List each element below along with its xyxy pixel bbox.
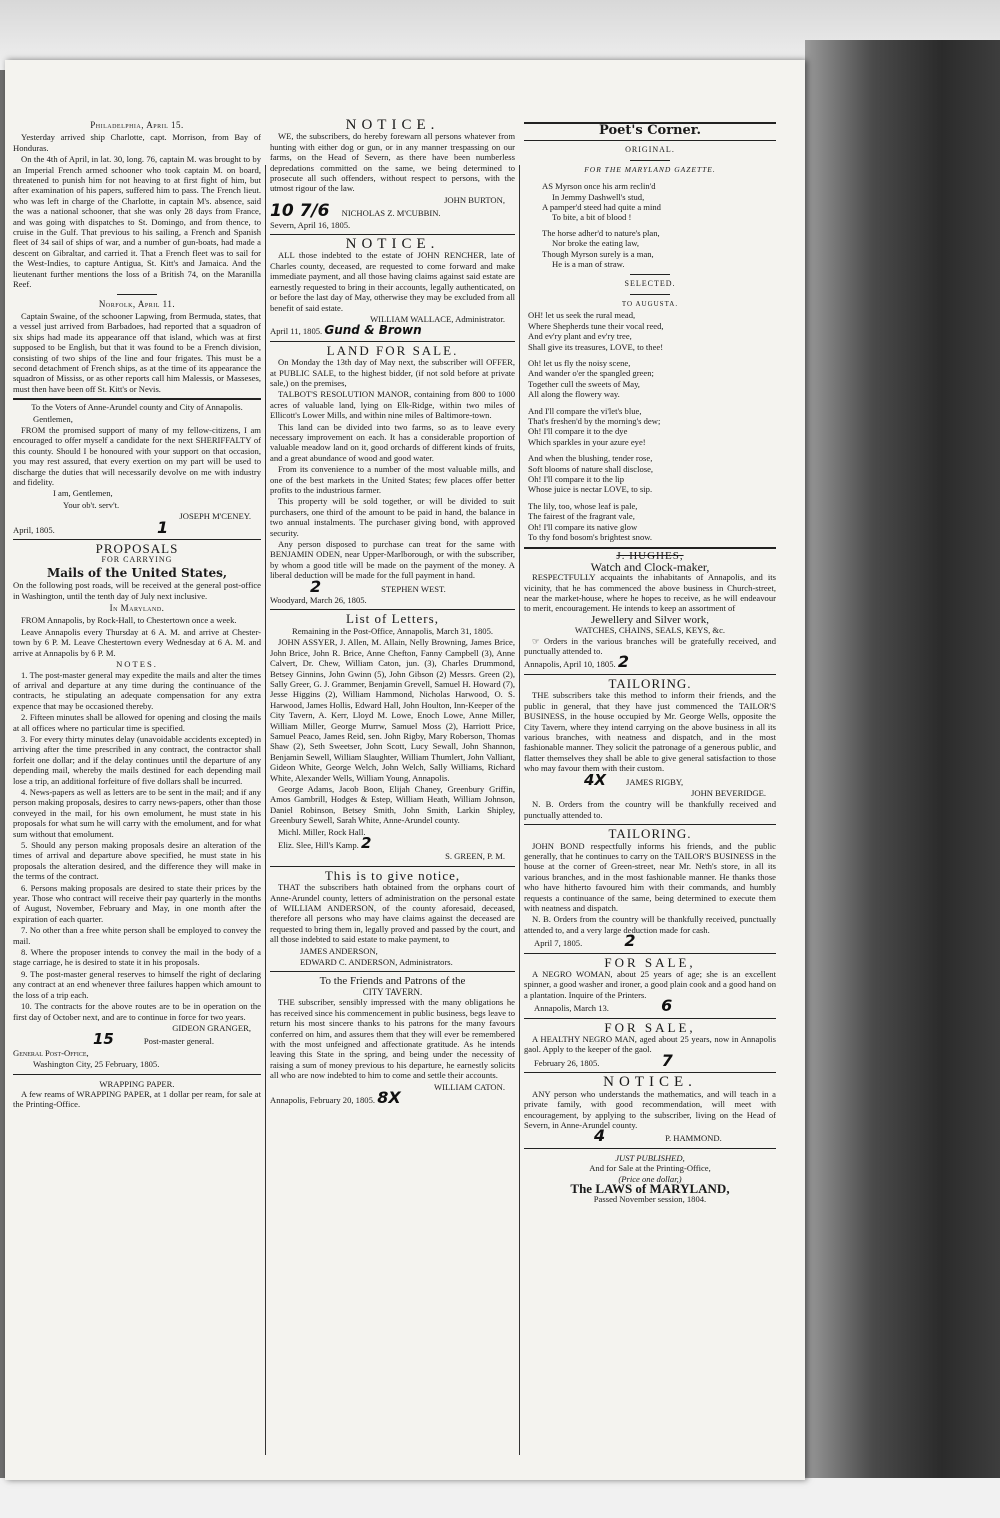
proposals-intro: On the following post roads, will be received at the general post-office in Washington, until the tenth day of July next inclusive. <box>13 580 261 601</box>
note-item: 6. Persons making proposals are desired to state their prices by the year. Those who contract will receive their pay quarterly in the months of August, November, February and May, in one month after the expiration of each quarter. <box>13 882 261 924</box>
voters-date: April, 1805. 1 <box>13 517 169 537</box>
column-2 <box>270 118 515 1473</box>
tailoring-date: April 7, 1805. 2 <box>534 931 636 951</box>
gpo-date: Washington City, 25 February, 1805. <box>33 1059 160 1070</box>
for-sale-date: February 26, 1805. 7 <box>534 1050 673 1070</box>
divider <box>270 866 515 867</box>
to-augusta-label: TO AUGUSTA. <box>621 299 679 308</box>
divider <box>270 971 515 972</box>
note-item: 10. The contracts for the above routes are to be in operation on the first day of October next, and are to continue in force for two years. <box>13 1001 261 1022</box>
voters-close: I am, Gentlemen, <box>53 488 113 499</box>
divider <box>630 160 670 161</box>
note-item: 8. Where the proposer intends to convey the mail in the body of a stage carriage, he is desired to state it in his proposals. <box>13 947 261 968</box>
handwritten-mark: 7 <box>661 1050 673 1070</box>
land-date: Woodyard, March 26, 1805. <box>270 595 367 606</box>
scan-bottom-margin <box>0 1478 1000 1518</box>
granger-title: 15 Post-master general. <box>93 1030 215 1049</box>
voters-close: Your ob't. serv't. <box>63 499 120 510</box>
notice-signer-line: 4 P. HAMMOND. <box>594 1126 722 1146</box>
letters-paragraph: JOHN ASSYER, J. Allen, M. Allain, Nelly Browning, James Brice, John Brice, John R. Brice, Anne Chefton, Fanny Campbell (3), Anne Calvert, Dr. Chew, William Caton, jun. (3), Charles Drummond, Betsey Ginnins, John Gwinn (5), John Gibson (2) Messrs. Green (2), Sally Greer, G. J. Grammer, Benjamin Grevell, Samuel H. Howard (7), Jesse Higgins (2), William Hammond, Nicholas Harwood, O. S. Harwood, James Hollis, Edward Hall, John Houlton, Inn-Keeper of the City Tavern, A. Kerr, Lloyd M. Lowe, Enoch Lowe, Anne Miller, William Miller, George Murrw, Samuel Moss (2), Harriott Price, Samuel Peaco, James Reid, sen. John Rigby, Mary Roberson, Thomas Shaw (2), Seth Sweetser, John Scott, Lucy Sewall, John Shannon, Benjamin Sewell, William Slaughter, William Thumlert, John Valliant, Gideon White, George Welch, John Welch, Sally Williams, Richard White, Alexander Wells, William Young, Annapolis. <box>270 637 515 783</box>
give-signer: JAMES ANDERSON, <box>300 945 378 956</box>
divider <box>524 1072 776 1073</box>
column-3 <box>524 118 776 1473</box>
handwritten-mark: 2 <box>624 931 636 951</box>
poem-augusta: OH! let us seek the rural mead, Where Shepherds tune their vocal reed, And ev'ry plant and ev'ry tree, Shall give its treasures, LOVE, to thee! Oh! let us fly the noisy scene, And wander o'er the spangled green; Together cull the sweets of May, All along the flowery way. And I'll compare the vi'let's blue, That's freshen'd by the morning's dew; Oh! I'll compare it to the dye Which sparkles in your azure eye! And when the blushing, tender rose, Soft blooms of nature shall disclose, Oh! I'll compare it to the lip Whose juice is nectar LOVE, to sip. The lily, too, whose leaf is pale, The fairest of the fragrant vale, Oh! I'll compare its native glow To thy fond bosom's brightest snow. <box>528 310 664 542</box>
article-paragraph: Captain Swaine, of the schooner Lapwing, from Bermuda, states, that a vessel just arrived from Barbadoes, had reported that a squadron of six ships had made its appearance off that island, which was at first supposed to be English, but that it was found to be a French division, consisting of two ships of the line and four frigates. This must be a second detachment of French ships, as at the time of its appearance the squadron of Mississ, or as other reports call him Malessis, or Masseses, must then have been off St. Kitt's or Nevis. <box>13 310 261 394</box>
give-notice-heading: This is to give notice, <box>324 867 461 883</box>
voters-signer: JOSEPH M'CENEY. <box>179 511 251 522</box>
selected-label: SELECTED. <box>624 279 676 289</box>
land-signer-line: 2 STEPHEN WEST. <box>310 576 446 596</box>
divider <box>524 1148 776 1149</box>
letters-sub: Remaining in the Post-Office, Annapolis, March 31, 1805. <box>291 625 494 636</box>
published-session: Passed November session, 1804. <box>593 1194 707 1205</box>
hughes-jewellery: Jewellery and Silver work, <box>591 613 709 626</box>
for-gazette-label: FOR THE MARYLAND GAZETTE. <box>584 164 716 174</box>
published-sub: And for Sale at the Printing-Office, <box>589 1163 711 1174</box>
divider <box>524 1018 776 1019</box>
note-item: 1. The post-master general may expedite the mails and alter the times of arrival and departure at any time during the continuance of the contracts, he stipulating an adequate compensation for any extra expence that may be occasioned thereby. <box>13 669 261 711</box>
notice-date: Severn, April 16, 1805. <box>270 219 351 230</box>
letters-signer: S. GREEN, P. M. <box>445 851 505 862</box>
friends-heading-2: CITY TAVERN. <box>362 986 423 997</box>
friends-date: Annapolis, February 20, 1805. 8X <box>270 1087 401 1107</box>
wrapping-paragraph: A few reams of WRAPPING PAPER, at 1 dollar per ream, for sale at the Printing-Office. <box>13 1088 261 1110</box>
divider <box>13 398 261 400</box>
land-paragraph: On Monday the 13th day of May next, the subscriber will OFFER, at PUBLIC SALE, to the highest bidder, (if not sold before at private sale,) on the premises, <box>270 357 515 388</box>
divider <box>524 953 776 954</box>
route-paragraph: FROM Annapolis, by Rock-Hall, to Chestertown once a week. <box>21 615 237 626</box>
column-rule-1 <box>265 165 266 1455</box>
voters-heading: To the Voters of Anne-Arundel county and City of Annapolis. <box>31 402 243 413</box>
notice-signer: WILLIAM WALLACE, Administrator. <box>370 313 505 324</box>
hughes-paragraph: ☞ Orders in the various branches will be gratefully received, and punctually attended to. <box>524 635 776 657</box>
divider <box>270 341 515 342</box>
divider <box>630 274 670 275</box>
dateline-norfolk: Norfolk, April 11. <box>98 298 176 309</box>
for-sale-date: Annapolis, March 13. 6 <box>534 996 673 1016</box>
divider <box>117 294 157 295</box>
divider <box>13 539 261 540</box>
friends-heading: To the Friends and Patrons of the <box>319 975 466 988</box>
wrapping-heading: WRAPPING PAPER. <box>99 1078 175 1089</box>
published-price: (Price one dollar,) <box>618 1173 682 1184</box>
book-spine <box>805 40 1000 1480</box>
hughes-watches: WATCHES, CHAINS, SEALS, KEYS, &c. <box>574 625 726 636</box>
for-sale-paragraph: A HEALTHY NEGRO MAN, aged about 25 years, now in Annapolis gaol. Apply to the keeper of the gaol. <box>524 1034 776 1055</box>
notice-heading: NOTICE. <box>345 236 440 253</box>
notice-heading: NOTICE. <box>603 1074 697 1091</box>
divider <box>270 609 515 610</box>
proposals-heading: PROPOSALS <box>95 541 179 557</box>
route-paragraph: Leave Annapolis every Thursday at 6 A. M. and arrive at Chester-town by 6 P. M. Leave Chestertown every Wednesday at 6 A. M. and arrive at Annapolis by 6 P. M. <box>13 626 261 658</box>
tailoring-heading: TAILORING. <box>608 826 692 842</box>
column-rule-2 <box>519 165 520 1455</box>
land-paragraph: This property will be sold together, or will be divided to suit purchasers, one third of the amount to be paid in hand, the balance in two annual instalments. The purchaser giving bond, with approved security. <box>270 496 515 538</box>
poets-corner-heading: Poet's Corner. <box>599 123 701 138</box>
friends-paragraph: THE subscriber, sensibly impressed with the many obligations he has received since his commencement in public business, begs leave to return his most sincere thanks to his patrons for the many favours conferred on him, and assures them that they will ever be remembered with the most unfeigned and affectionate gratitude. As he intends leaving this State in the spring, and being under the necessity of raising a sum of money previous to his departure, he earnestly solicits all who are now indebted to him to come and settle their accounts. <box>270 997 515 1081</box>
salutation: Gentlemen, <box>33 413 73 424</box>
divider <box>524 824 776 825</box>
letters-paragraph: George Adams, Jacob Boon, Elijah Chaney, Greenbury Griffin, Amos Gambrill, Hodges & Estep, William Heath, William Johnson, Daniel Robinson, Betsey Smith, John Smith, Larkin Shipley, Greenbury Sewell, Sarah White, Anne-Arundel county. <box>270 783 515 826</box>
original-label: ORIGINAL. <box>625 145 675 155</box>
in-maryland: In Maryland. <box>109 603 165 614</box>
notice-paragraph: ALL those indebted to the estate of JOHN RENCHER, late of Charles county, deceased, are requested to come forward and make immediate payment, and all those having claims against said estate are earnestly requested to bring in their accounts, legally authenticated, on or before the last day of May, otherwise they may be excluded from all benefit of said estate. <box>270 250 515 313</box>
tailoring-heading: TAILORING. <box>608 675 692 691</box>
handwritten-mark: 1 <box>156 517 169 537</box>
tailoring-nb: N. B. Orders from the country will be thankfully received, punctually attended to, and a very large deduction made for cash. <box>524 914 776 935</box>
notice-paragraph: WE, the subscribers, do hereby forewarn all persons whatever from hunting with either dog or gun, or in any manner trespassing on our farms, on the Head of Severn, as there have been numberless depredations committed on the same, we being determined to prosecute all such offenders, without respect to persons, with the utmost rigour of the law. <box>270 131 515 194</box>
handwritten-mark: 4X <box>584 770 607 789</box>
land-paragraph: Any person disposed to purchase can treat for the same with BENJAMIN ODEN, near Upper-Marlborough, or with the subscriber, by whom a good title will be made on the payment of the money. A liberal deduction will be made for the full payment in hand. <box>270 539 515 581</box>
for-sale-heading: FOR SALE, <box>604 1019 696 1035</box>
hughes-sub: Watch and Clock-maker, <box>590 559 710 574</box>
hughes-heading: J. HUGHES, <box>616 550 684 563</box>
friends-signer: WILLIAM CATON. <box>434 1081 505 1092</box>
poem-original: AS Myrson once his arm reclin'd In Jemmy Dashwell's stud, A pamper'd steed had quite a mind To bite, a bit of blood ! The horse adher'd to nature's plan, Nor broke the eating law, Though Myrson surely is a man, He is a man of straw. <box>542 181 661 270</box>
published-heading: JUST PUBLISHED, <box>615 1152 685 1163</box>
for-sale-paragraph: A NEGRO WOMAN, about 25 years of age; she is an excellent spinner, a good washer and ironer, a good plain cook and a good hand on a plantation. Inquire of the Printers. <box>524 969 776 1000</box>
for-sale-heading: FOR SALE, <box>604 954 696 970</box>
note-item: 4. News-papers as well as letters are to be sent in the mail; and if any person making proposals, desires to carry news-papers, other than those conveyed in the mail, for his own emolument, he must state in his proposals for what sum he will carry with the emolument, and for what sum without that emolument. <box>13 786 261 839</box>
pointing-hand-icon: ☞ <box>532 635 540 646</box>
article-paragraph: On the 4th of April, in lat. 30, long. 76, captain M. was brought to by an Imperial French armed schooner who took captain M. on board, threatened to punish him for not heaving to at first fight of him, but after examination of his papers, suffered him to pass. The French lieut. who was left in charge of the Charlotte, in captain M's. absence, said the was a national schooner, that she was only 28 days from France, and was going with dispatches to St. Domingo, and from thence, to cruise in the Gulf. That previous to his sailing, a French and Spanish fleet of 34 sail of ships of war, and a number of gun-boats, had made a descent on Gibraltar, and carried it. That a French fleet was to sail for the West-Indies, to capture Antigua, St. Kitt's and Jamaica. And the lieutenant further mentions the loss of a British 74, on the Maranilla Reef. <box>13 154 261 290</box>
notice-signer: JOHN BURTON, <box>444 194 505 205</box>
letters-heading: List of Letters, <box>346 611 439 627</box>
note-item: 9. The post-master general reserves to himself the right of declaring any contract at an end whenever three failures happen which amount to the loss of a trip each. <box>13 968 261 1000</box>
notice-signer-line: 10 7/6 NICHOLAS Z. M'CUBBIN. <box>270 201 441 222</box>
handwritten-mark: 2 <box>360 834 372 852</box>
land-paragraph: From its convenience to a number of the most valuable mills, and one of the best markets in the United States; few places offer better profits to the industrious farmer. <box>270 464 515 495</box>
handwritten-mark: 4 <box>594 1126 606 1146</box>
handwritten-mark: 8X <box>377 1087 401 1107</box>
note-item: 5. Should any person making proposals desire an alteration of the times of arrival and departure above specified, he must state in his proposals the alteration desired, and the difference they will make in the terms of the contract. <box>13 840 261 882</box>
tailoring-signers: 4X JAMES RIGBY, <box>584 770 684 789</box>
proposals-sub: FOR CARRYING <box>101 555 173 565</box>
gpo-line: General Post-Office, <box>13 1047 89 1058</box>
letters-paragraph: Eliz. Slee, Hill's Kamp. 2 <box>278 834 372 852</box>
land-paragraph: TALBOT'S RESOLUTION MANOR, containing from 800 to 1000 acres of valuable land, lying on Elk-Ridge, within two miles of Ellicott's Lower Mills, and within nine miles of Baltimore-town. <box>270 389 515 421</box>
note-item: 2. Fifteen minutes shall be allowed for opening and closing the mails at all offices where no particular time is specified. <box>13 712 261 733</box>
handwritten-mark: 10 7/6 <box>270 201 330 222</box>
granger-signer: GIDEON GRANGER, <box>172 1022 251 1033</box>
handwritten-mark: 6 <box>661 996 673 1016</box>
note-item: 7. No other than a free white person shall be employed to convey the mail. <box>13 925 261 946</box>
note-item: 3. For every thirty minutes delay (unavoidable accidents excepted) in arriving after the time prescribed in any contract, the contractor shall forfeit one dollar; and if the delay continues until the departure of any depending mail, whereby the mails destined for each depending mail lose a trip, an additional forfeiture of five dollars shall be incurred. <box>13 733 261 786</box>
tailoring-nb: N. B. Orders from the country will be thankfully received and punctually attended to. <box>524 799 776 820</box>
divider <box>524 674 776 675</box>
give-signer: EDWARD C. ANDERSON, Administrators. <box>300 957 453 968</box>
notice-paragraph: ANY person who understands the mathematics, and will teach in a private family, with good recommendation, will meet with encouragement, by applying to the subscriber, living on the Head of Severn, in Anne-Arundel county. <box>524 1088 776 1130</box>
notice-date: April 11, 1805. Gund & Brown <box>270 323 422 338</box>
handwritten-mark: Gund & Brown <box>324 323 422 338</box>
published-title: The LAWS of MARYLAND, <box>570 1180 730 1196</box>
divider <box>270 234 515 235</box>
mails-heading: Mails of the United States, <box>46 565 228 580</box>
land-heading: LAND FOR SALE. <box>326 342 459 358</box>
dateline-philadelphia: Philadelphia, April 15. <box>90 120 184 130</box>
notice-heading: NOTICE. <box>345 118 440 133</box>
voters-paragraph: FROM the promised support of many of my fellow-citizens, I am encouraged to offer myself a candidate for the next SHERIFFALTY of this county. Should I be honoured with your support on that occasion, you may rest assured, that every exertion on my part will be used to discharge the duties that will necessarily devolve on me with industry and fidelity. <box>13 424 261 487</box>
hughes-date: Annapolis, April 10, 1805. 2 <box>524 652 629 672</box>
tailoring-paragraph: JOHN BOND respectfully informs his friends, and the public generally, that he continues to carry on the TAILOR'S BUSINESS in the house at the corner of Green-street, near Mr. Neth's store, in all its various branches, and in the most fashionable manner. He thanks those who have hitherto favoured him with their commands, and humbly requests a continuance of the same, being determined to execute them with neatness and dispatch. <box>524 840 776 913</box>
newspaper-page <box>5 60 805 1480</box>
divider <box>13 1074 261 1075</box>
divider <box>524 140 776 141</box>
divider <box>524 547 776 549</box>
handwritten-mark: 15 <box>93 1030 114 1049</box>
handwritten-mark: 2 <box>310 576 322 596</box>
notes-heading: NOTES. <box>116 659 158 670</box>
article-paragraph: Yesterday arrived ship Charlotte, capt. Morrison, from Bay of Honduras. <box>13 132 261 153</box>
tailoring-paragraph: THE subscribers take this method to inform their friends, and the public in general, that they have just commenced the TAILOR'S BUSINESS, in the house occupied by Mr. George Wells, opposite the City Tavern, where they intend carrying on the above business in all its various branches, with neatness and dispatch, and in the most fashionable manner. They solicit the patronage of a generous public, and flatter themselves they shall be able to give general satisfaction to those who may favour them with their custom. <box>524 690 776 774</box>
letters-paragraph: Michl. Miller, Rock Hall. <box>278 826 366 837</box>
hughes-paragraph: RESPECTFULLY acquaints the inhabitants of Annapolis, and its vicinity, that he has commenced the above business in Church-street, near the market-house, where he hopes to receive, as he will endeavour to merit, encouragement. He intends to keep an assortment of <box>524 572 776 614</box>
give-notice-paragraph: THAT the subscribers hath obtained from the orphans court of Anne-Arundel county, letters of administration on the personal estate of WILLIAM ANDERSON, of the county aforesaid, deceased, therefore all persons who may have claims against the deceased are requested to bring them in, legally proved and passed by the court, and all those indebted to said estate to make payment, to <box>270 882 515 945</box>
land-paragraph: This land can be divided into two farms, so as to leave every necessary improvement on each. It has a considerable proportion of valuable meadow land on it, good orchards of different kinds of fruits, and a great abundance of wood and good water. <box>270 421 515 463</box>
column-1 <box>13 118 261 1473</box>
divider <box>630 294 670 295</box>
tailoring-signer: JOHN BEVERIDGE. <box>691 787 766 798</box>
handwritten-mark: 2 <box>617 652 629 672</box>
